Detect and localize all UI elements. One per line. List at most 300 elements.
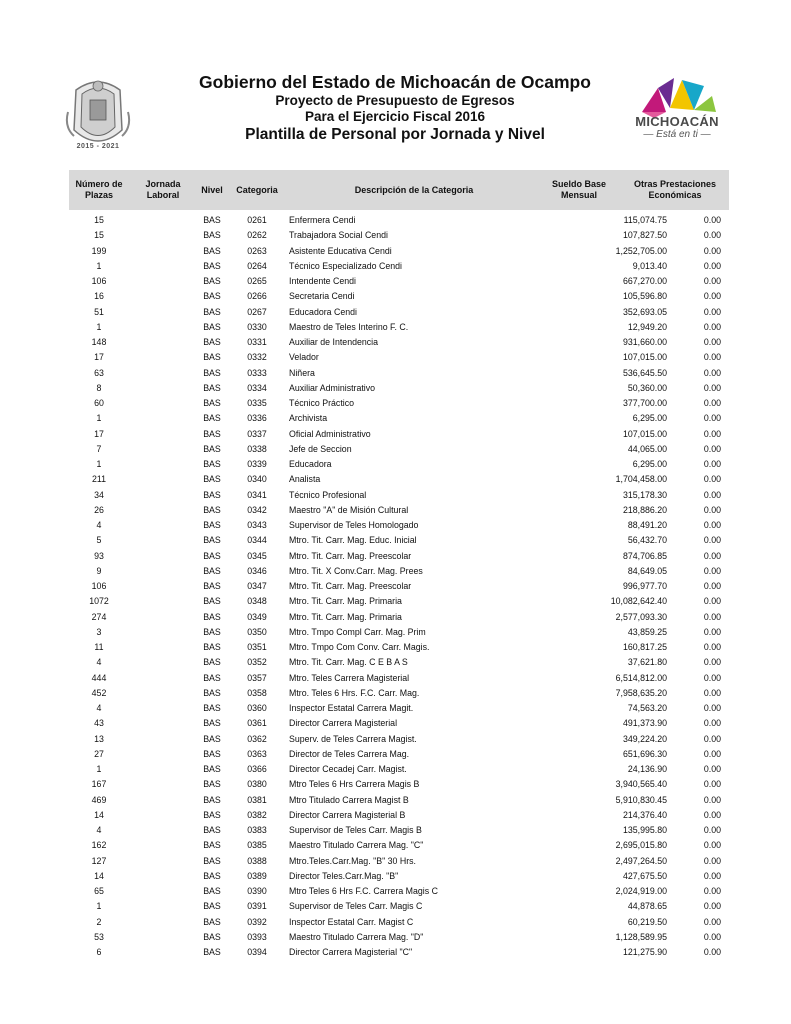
sueldo-cell: 74,563.20 (627, 703, 667, 713)
descripcion-cell: Inspector Estatal Carr. Magist C (289, 916, 414, 927)
nivel-cell: BAS (203, 642, 221, 652)
table-row (69, 777, 729, 792)
otras-prestaciones-cell: 0.00 (703, 687, 721, 698)
categoria-cell: 0333 (247, 367, 267, 378)
nivel-cell: BAS (203, 825, 221, 835)
categoria-cell: 0331 (247, 337, 267, 347)
table-row (69, 549, 729, 564)
otras-prestaciones-cell: 0.00 (703, 901, 721, 912)
nivel-cell: BAS (203, 581, 221, 591)
sueldo-cell: 84,649.05 (627, 565, 667, 576)
otras-prestaciones-cell: 0.00 (703, 550, 721, 561)
categoria-cell: 0362 (247, 733, 267, 744)
numero-plazas-cell: 106 (91, 581, 107, 591)
column-header-categoria: Categoria (236, 184, 278, 195)
nivel-cell: BAS (203, 657, 221, 668)
descripcion-cell: Técnico Profesional (289, 489, 367, 500)
sueldo-cell: 6,295.00 (632, 459, 667, 469)
otras-prestaciones-cell: 0.00 (703, 504, 721, 515)
descripcion-cell: Técnico Especializado Cendi (289, 260, 402, 271)
otras-prestaciones-cell: 0.00 (703, 825, 721, 835)
numero-plazas-cell: 6 (96, 947, 102, 957)
numero-plazas-cell: 16 (94, 291, 104, 302)
sueldo-cell: 88,491.20 (627, 520, 667, 530)
sueldo-cell: 107,827.50 (622, 230, 667, 241)
categoria-cell: 0394 (247, 947, 267, 957)
otras-prestaciones-cell: 0.00 (703, 886, 721, 896)
nivel-cell: BAS (203, 504, 221, 515)
numero-plazas-cell: 93 (94, 550, 104, 561)
otras-prestaciones-cell: 0.00 (703, 337, 721, 347)
table-row (69, 579, 729, 594)
numero-plazas-cell: 1 (96, 260, 102, 271)
otras-prestaciones-cell: 0.00 (703, 947, 721, 957)
categoria-cell: 0358 (247, 687, 267, 698)
numero-plazas-cell: 11 (94, 642, 104, 652)
otras-prestaciones-cell: 0.00 (703, 474, 721, 485)
otras-prestaciones-cell: 0.00 (703, 870, 721, 881)
nivel-cell: BAS (203, 870, 221, 881)
descripcion-cell: Secretaria Cendi (289, 291, 355, 302)
table-row (69, 747, 729, 762)
otras-prestaciones-cell: 0.00 (703, 779, 721, 790)
table-row (69, 472, 729, 487)
nivel-cell: BAS (203, 916, 221, 927)
table-row (69, 808, 729, 823)
numero-plazas-cell: 148 (91, 337, 107, 347)
nivel-cell: BAS (203, 626, 221, 637)
nivel-cell: BAS (203, 382, 221, 393)
descripcion-cell: Archivista (289, 413, 328, 424)
sueldo-cell: 6,295.00 (632, 413, 667, 424)
sueldo-cell: 536,645.50 (622, 367, 667, 378)
table-row (69, 274, 729, 289)
numero-plazas-cell: 26 (94, 504, 104, 515)
sueldo-cell: 60,219.50 (627, 916, 667, 927)
descripcion-cell: Auxiliar de Intendencia (289, 337, 379, 347)
descripcion-cell: Supervisor de Teles Carr. Magis B (289, 825, 422, 835)
sueldo-cell: 44,065.00 (627, 443, 667, 454)
column-header-numero-plazas: Número de Plazas (75, 179, 123, 200)
column-header-nivel: Nivel (201, 184, 223, 195)
numero-plazas-cell: 274 (91, 611, 107, 622)
numero-plazas-cell: 65 (94, 886, 104, 896)
otras-prestaciones-cell: 0.00 (703, 245, 721, 256)
table-row (69, 427, 729, 442)
categoria-cell: 0339 (247, 459, 267, 469)
table-row (69, 350, 729, 365)
sueldo-cell: 6,514,812.00 (615, 672, 667, 683)
categoria-cell: 0343 (247, 520, 267, 530)
table-row (69, 899, 729, 914)
sueldo-cell: 427,675.50 (622, 870, 667, 881)
descripcion-cell: Velador (289, 352, 319, 363)
table-row (69, 686, 729, 701)
table-row (69, 869, 729, 884)
categoria-cell: 0389 (247, 870, 267, 881)
descripcion-cell: Mtro. Tit. Carr. Mag. Educ. Inicial (289, 535, 417, 546)
michoacan-logo-icon (622, 72, 732, 152)
nivel-cell: BAS (203, 428, 221, 439)
column-header-otras: Otras Prestaciones Económicas (633, 179, 717, 200)
table-row (69, 945, 729, 960)
table-row (69, 396, 729, 411)
sueldo-cell: 5,910,830.45 (615, 794, 667, 805)
table-row (69, 762, 729, 777)
categoria-cell: 0366 (247, 764, 267, 774)
sueldo-cell: 996,977.70 (622, 581, 667, 591)
otras-prestaciones-cell: 0.00 (703, 809, 721, 820)
otras-prestaciones-cell: 0.00 (703, 428, 721, 439)
seal-years: 2015 - 2021 (76, 143, 120, 150)
categoria-cell: 0341 (247, 489, 267, 500)
table-row (69, 442, 729, 457)
nivel-cell: BAS (203, 779, 221, 790)
categoria-cell: 0363 (247, 748, 267, 759)
otras-prestaciones-cell: 0.00 (703, 703, 721, 713)
nivel-cell: BAS (203, 596, 221, 607)
numero-plazas-cell: 14 (94, 870, 104, 881)
categoria-cell: 0393 (247, 931, 267, 942)
descripcion-cell: Auxiliar Administrativo (289, 382, 376, 393)
descripcion-cell: Mtro. Tit. Carr. Mag. Preescolar (289, 550, 412, 561)
categoria-cell: 0347 (247, 581, 267, 591)
sueldo-cell: 651,696.30 (622, 748, 667, 759)
descripcion-cell: Director Carrera Magisterial "C" (289, 947, 413, 957)
sueldo-cell: 1,252,705.00 (615, 245, 667, 256)
categoria-cell: 0385 (247, 840, 267, 851)
numero-plazas-cell: 1 (96, 459, 102, 469)
categoria-cell: 0265 (247, 276, 267, 286)
numero-plazas-cell: 17 (94, 352, 104, 363)
descripcion-cell: Educadora (289, 459, 332, 469)
numero-plazas-cell: 8 (96, 382, 102, 393)
numero-plazas-cell: 43 (94, 718, 104, 729)
numero-plazas-cell: 27 (94, 748, 104, 759)
numero-plazas-cell: 7 (96, 443, 102, 454)
sueldo-cell: 315,178.30 (622, 489, 667, 500)
otras-prestaciones-cell: 0.00 (703, 565, 721, 576)
table-row (69, 884, 729, 899)
categoria-cell: 0391 (247, 901, 267, 912)
otras-prestaciones-cell: 0.00 (703, 413, 721, 424)
sueldo-cell: 9,013.40 (632, 260, 667, 271)
nivel-cell: BAS (203, 291, 221, 302)
categoria-cell: 0342 (247, 504, 267, 515)
sueldo-cell: 105,596.80 (622, 291, 667, 302)
state-seal-icon (62, 72, 134, 154)
categoria-cell: 0381 (247, 794, 267, 805)
table-row (69, 732, 729, 747)
table-row (69, 793, 729, 808)
table-row (69, 671, 729, 686)
table-row (69, 381, 729, 396)
categoria-cell: 0336 (247, 413, 267, 424)
sueldo-cell: 135,995.80 (622, 825, 667, 835)
nivel-cell: BAS (203, 215, 221, 225)
nivel-cell: BAS (203, 794, 221, 805)
numero-plazas-cell: 63 (94, 367, 104, 378)
descripcion-cell: Mtro Titulado Carrera Magist B (289, 794, 409, 805)
categoria-cell: 0349 (247, 611, 267, 622)
numero-plazas-cell: 469 (91, 794, 107, 805)
numero-plazas-cell: 60 (94, 398, 104, 408)
nivel-cell: BAS (203, 398, 221, 408)
nivel-cell: BAS (203, 611, 221, 622)
otras-prestaciones-cell: 0.00 (703, 642, 721, 652)
descripcion-cell: Mtro. Tit. Carr. Mag. Primaria (289, 611, 402, 622)
table-row (69, 213, 729, 228)
categoria-cell: 0352 (247, 657, 267, 668)
otras-prestaciones-cell: 0.00 (703, 520, 721, 530)
nivel-cell: BAS (203, 886, 221, 896)
categoria-cell: 0383 (247, 825, 267, 835)
table-row (69, 625, 729, 640)
nivel-cell: BAS (203, 337, 221, 347)
numero-plazas-cell: 3 (96, 626, 102, 637)
nivel-cell: BAS (203, 306, 221, 317)
descripcion-cell: Mtro. Tit. Carr. Mag. Preescolar (289, 581, 412, 591)
sueldo-cell: 218,886.20 (622, 504, 667, 515)
sueldo-cell: 160,817.25 (622, 642, 667, 652)
table-row (69, 655, 729, 670)
nivel-cell: BAS (203, 855, 221, 866)
categoria-cell: 0350 (247, 626, 267, 637)
table-row (69, 838, 729, 853)
numero-plazas-cell: 106 (91, 276, 107, 286)
brand-tagline: — Está en ti — (643, 129, 711, 140)
descripcion-cell: Analista (289, 474, 321, 485)
descripcion-cell: Mtro. Tit. Carr. Mag. Primaria (289, 596, 402, 607)
descripcion-cell: Mtro. Tit. X Conv.Carr. Mag. Prees (289, 565, 423, 576)
categoria-cell: 0266 (247, 291, 267, 302)
sueldo-cell: 107,015.00 (622, 428, 667, 439)
column-header-jornada: Jornada Laboral (145, 179, 181, 200)
table-row (69, 411, 729, 426)
table-header (69, 170, 729, 210)
sueldo-cell: 667,270.00 (622, 276, 667, 286)
nivel-cell: BAS (203, 413, 221, 424)
descripcion-cell: Trabajadora Social Cendi (289, 230, 388, 241)
descripcion-cell: Mtro. Tit. Carr. Mag. C E B A S (289, 657, 408, 668)
otras-prestaciones-cell: 0.00 (703, 672, 721, 683)
table-row (69, 716, 729, 731)
numero-plazas-cell: 127 (91, 855, 107, 866)
descripcion-cell: Superv. de Teles Carrera Magist. (289, 733, 417, 744)
descripcion-cell: Enfermera Cendi (289, 215, 356, 225)
numero-plazas-cell: 2 (96, 916, 102, 927)
descripcion-cell: Mtro.Teles.Carr.Mag. "B" 30 Hrs. (289, 855, 416, 866)
categoria-cell: 0357 (247, 672, 267, 683)
descripcion-cell: Supervisor de Teles Homologado (289, 520, 419, 530)
numero-plazas-cell: 4 (96, 657, 102, 668)
numero-plazas-cell: 452 (91, 687, 107, 698)
descripcion-cell: Niñera (289, 367, 315, 378)
numero-plazas-cell: 34 (94, 489, 104, 500)
descripcion-cell: Oficial Administrativo (289, 428, 371, 439)
otras-prestaciones-cell: 0.00 (703, 398, 721, 408)
table-row (69, 488, 729, 503)
table-row (69, 854, 729, 869)
fiscal-year-line: Para el Ejercicio Fiscal 2016 (304, 109, 486, 124)
otras-prestaciones-cell: 0.00 (703, 535, 721, 546)
numero-plazas-cell: 15 (94, 230, 104, 241)
table-row (69, 320, 729, 335)
numero-plazas-cell: 53 (94, 931, 104, 942)
numero-plazas-cell: 5 (96, 535, 102, 546)
otras-prestaciones-cell: 0.00 (703, 291, 721, 302)
numero-plazas-cell: 1 (96, 901, 102, 912)
descripcion-cell: Asistente Educativa Cendi (289, 245, 392, 256)
otras-prestaciones-cell: 0.00 (703, 367, 721, 378)
nivel-cell: BAS (203, 459, 221, 469)
sueldo-cell: 3,940,565.40 (615, 779, 667, 790)
nivel-cell: BAS (203, 230, 221, 241)
categoria-cell: 0330 (247, 321, 267, 332)
document-header (0, 0, 791, 165)
numero-plazas-cell: 167 (91, 779, 107, 790)
numero-plazas-cell: 17 (94, 428, 104, 439)
descripcion-cell: Jefe de Seccion (289, 443, 352, 454)
descripcion-cell: Técnico Práctico (289, 398, 355, 408)
column-header-sueldo: Sueldo Base Mensual (551, 179, 607, 200)
column-header-descripcion: Descripción de la Categoria (354, 184, 474, 195)
sueldo-cell: 349,224.20 (622, 733, 667, 744)
table-row (69, 335, 729, 350)
categoria-cell: 0335 (247, 398, 267, 408)
sueldo-cell: 7,958,635.20 (615, 687, 667, 698)
table-row (69, 244, 729, 259)
descripcion-cell: Director Carrera Magisterial (289, 718, 398, 729)
numero-plazas-cell: 211 (91, 474, 107, 485)
nivel-cell: BAS (203, 672, 221, 683)
categoria-cell: 0337 (247, 428, 267, 439)
nivel-cell: BAS (203, 245, 221, 256)
categoria-cell: 0388 (247, 855, 267, 866)
numero-plazas-cell: 15 (94, 215, 104, 225)
categoria-cell: 0360 (247, 703, 267, 713)
categoria-cell: 0264 (247, 260, 267, 271)
numero-plazas-cell: 14 (94, 809, 104, 820)
categoria-cell: 0345 (247, 550, 267, 561)
numero-plazas-cell: 1072 (89, 596, 109, 607)
table-row (69, 503, 729, 518)
nivel-cell: BAS (203, 718, 221, 729)
categoria-cell: 0332 (247, 352, 267, 363)
sueldo-cell: 2,497,264.50 (615, 855, 667, 866)
brand-name: MICHOACÁN (635, 114, 719, 129)
categoria-cell: 0334 (247, 382, 267, 393)
otras-prestaciones-cell: 0.00 (703, 596, 721, 607)
sueldo-cell: 1,128,589.95 (615, 931, 667, 942)
sueldo-cell: 931,660.00 (622, 337, 667, 347)
otras-prestaciones-cell: 0.00 (703, 276, 721, 286)
sueldo-cell: 874,706.85 (622, 550, 667, 561)
nivel-cell: BAS (203, 535, 221, 546)
nivel-cell: BAS (203, 489, 221, 500)
categoria-cell: 0338 (247, 443, 267, 454)
table-body (69, 213, 729, 960)
numero-plazas-cell: 444 (91, 672, 107, 683)
table-row (69, 823, 729, 838)
sueldo-cell: 352,693.05 (622, 306, 667, 317)
table-row (69, 518, 729, 533)
sueldo-cell: 214,376.40 (622, 809, 667, 820)
numero-plazas-cell: 1 (96, 764, 102, 774)
nivel-cell: BAS (203, 901, 221, 912)
table-row (69, 289, 729, 304)
descripcion-cell: Maestro "A" de Misión Cultural (289, 504, 409, 515)
descripcion-cell: Maestro Titulado Carrera Mag. "D" (289, 931, 424, 942)
otras-prestaciones-cell: 0.00 (703, 764, 721, 774)
sueldo-cell: 44,878.65 (627, 901, 667, 912)
sueldo-cell: 2,695,015.80 (615, 840, 667, 851)
sueldo-cell: 12,949.20 (627, 321, 667, 332)
sueldo-cell: 50,360.00 (627, 382, 667, 393)
nivel-cell: BAS (203, 733, 221, 744)
otras-prestaciones-cell: 0.00 (703, 931, 721, 942)
otras-prestaciones-cell: 0.00 (703, 840, 721, 851)
sueldo-cell: 24,136.90 (627, 764, 667, 774)
table-row (69, 305, 729, 320)
otras-prestaciones-cell: 0.00 (703, 230, 721, 241)
categoria-cell: 0262 (247, 230, 267, 241)
table-row (69, 533, 729, 548)
descripcion-cell: Director de Teles Carrera Mag. (289, 748, 410, 759)
nivel-cell: BAS (203, 367, 221, 378)
sueldo-cell: 10,082,642.40 (610, 596, 667, 607)
categoria-cell: 0380 (247, 779, 267, 790)
nivel-cell: BAS (203, 443, 221, 454)
table-row (69, 594, 729, 609)
table-row (69, 930, 729, 945)
numero-plazas-cell: 4 (96, 520, 102, 530)
descripcion-cell: Mtro. Tmpo Compl Carr. Mag. Prim (289, 626, 426, 637)
otras-prestaciones-cell: 0.00 (703, 626, 721, 637)
categoria-cell: 0351 (247, 642, 267, 652)
descripcion-cell: Educadora Cendi (289, 306, 357, 317)
otras-prestaciones-cell: 0.00 (703, 916, 721, 927)
sueldo-cell: 115,074.75 (623, 215, 667, 225)
descripcion-cell: Supervisor de Teles Carr. Magis C (289, 901, 423, 912)
categoria-cell: 0261 (247, 215, 267, 225)
nivel-cell: BAS (203, 260, 221, 271)
otras-prestaciones-cell: 0.00 (703, 260, 721, 271)
categoria-cell: 0361 (247, 718, 267, 729)
table-row (69, 228, 729, 243)
sueldo-cell: 43,859.25 (627, 626, 667, 637)
sueldo-cell: 1,704,458.00 (615, 474, 667, 485)
sueldo-cell: 37,621.80 (627, 657, 667, 668)
nivel-cell: BAS (203, 687, 221, 698)
categoria-cell: 0392 (247, 916, 267, 927)
nivel-cell: BAS (203, 565, 221, 576)
descripcion-cell: Intendente Cendi (289, 276, 357, 286)
descripcion-cell: Inspector Estatal Carrera Magit. (289, 703, 414, 713)
otras-prestaciones-cell: 0.00 (703, 459, 721, 469)
numero-plazas-cell: 1 (96, 413, 102, 424)
nivel-cell: BAS (203, 276, 221, 286)
categoria-cell: 0346 (247, 565, 267, 576)
nivel-cell: BAS (203, 352, 221, 363)
sueldo-cell: 377,700.00 (622, 398, 667, 408)
otras-prestaciones-cell: 0.00 (703, 306, 721, 317)
otras-prestaciones-cell: 0.00 (703, 794, 721, 805)
numero-plazas-cell: 199 (91, 245, 107, 256)
otras-prestaciones-cell: 0.00 (703, 748, 721, 759)
otras-prestaciones-cell: 0.00 (703, 611, 721, 622)
sueldo-cell: 491,373.90 (622, 718, 667, 729)
